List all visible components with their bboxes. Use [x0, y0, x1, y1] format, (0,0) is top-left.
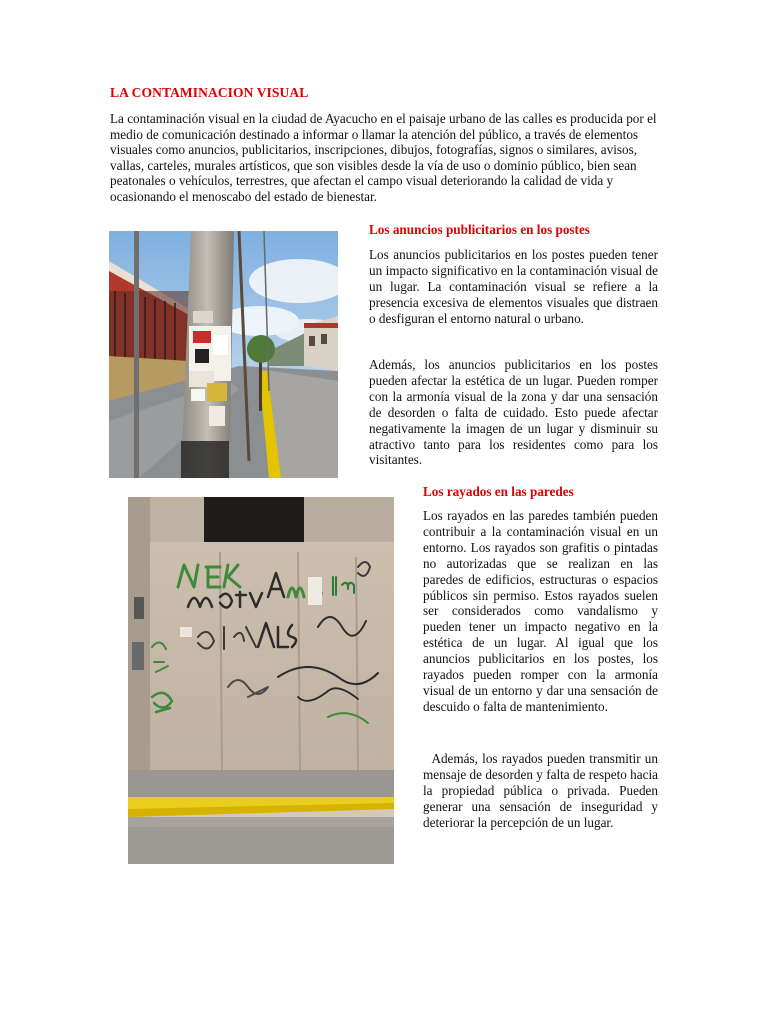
section1-paragraph-2: Además, los anuncios publicitarios en los postes pueden afectar la estética de un lugar. Pueden romper con la armonía visual de la zona y dar una sensación de desorden o falta de cuidado. Esto puede afectar negativamente la imagen de un lugar y disminuir su atractivo tanto para los residentes como para los visitantes.	[369, 357, 658, 468]
section2-paragraph-1: Los rayados en las paredes también pueden contribuir a la contaminación visual en un entorno. Los rayados son grafitis o pintadas no autorizadas que se realizan en las paredes de edificios, estructuras o espacios públicos sin permiso. Estos rayados suelen ser considerados como vandalismo y pueden tener un impacto negativo en la estética de un lugar. Al igual que los anuncios publicitarios en los postes, los rayados pueden romper con la armonía visual de un entorno y dar una sensación de descuido o falta de mantenimiento.	[423, 508, 658, 714]
section1-paragraph-1: Los anuncios publicitarios en los postes pueden tener un impacto significativo en la contaminación visual de un lugar. La contaminación visual se refiere a la presencia excesiva de elementos visuales que distraen o desfiguran el entorno natural o urbano.	[369, 247, 658, 326]
intro-paragraph: La contaminación visual en la ciudad de Ayacucho en el paisaje urbano de las calles es producida por el medio de comunicación destinado a informar o llamar la atención del público, a través de elementos visuales como anuncios, publicitarios, inscripciones, dibujos, fotografías, signos o similares, avisos, vallas, carteles, murales artísticos, que son visibles desde la vía de uso o dominio público, bien sean peatonales o vehículos, terrestres, que afectan el campo visual deteriorando la calidad de vida y ocasionando el menoscabo del estado de bienestar.	[110, 111, 657, 204]
section1-heading: Los anuncios publicitarios en los postes	[369, 222, 590, 237]
graffiti-wall-photo	[128, 497, 394, 864]
section2-heading: Los rayados en las paredes	[423, 484, 574, 499]
page-title: LA CONTAMINACION VISUAL	[110, 85, 309, 100]
pole-ads-photo	[109, 231, 338, 478]
section2-paragraph-2: Además, los rayados pueden transmitir un mensaje de desorden y falta de respeto hacia la propiedad pública o privada. Pueden generar una sensación de inseguridad y deteriorar la percepción de un lugar.	[423, 751, 662, 830]
